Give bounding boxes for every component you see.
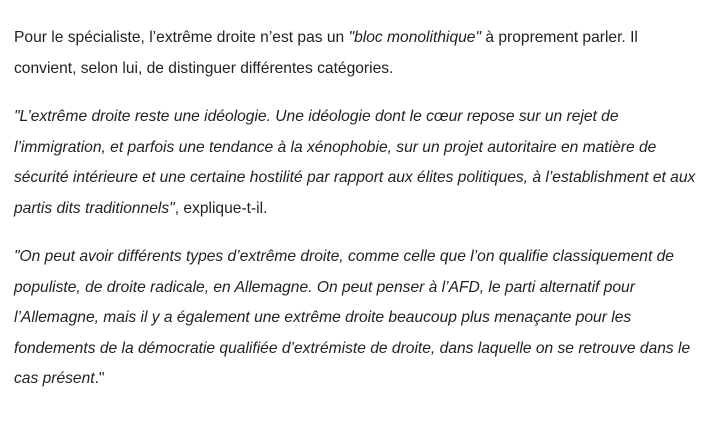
paragraph-quote-types [14,242,704,395]
paragraph-intro-emphasis: "bloc monolithique" [348,29,482,46]
quote-types: "On peut avoir différents types d’extrême droite, comme celle que l’on qualifie classiquement de populiste, de droite radicale, en Allemagne. On peut penser à l’AFD, le parti alternatif pour l’Allemagne, mais il y a également une extrême droite beaucoup plus menaçante pour les fondements de la démocratie qualifiée d’extrémiste de droite, dans laquelle on se retrouve dans le cas présent [14,248,691,387]
paragraph-intro-text: Pour le spécialiste, l’extrême droite n’est pas un [14,29,349,46]
quote-attribution: , explique-t-il. [174,199,268,217]
quote-ideology: "L’extrême droite reste une idéologie. Une idéologie dont le cœur repose sur un rejet de l’immigration, et parfois une tendance à la xénophobie, sur un projet autoritaire en matière de sécurité intérieure et une certaine hostilité par rapport aux élites politiques, à l’establishment et aux partis dits traditionnels" [14,108,696,217]
paragraph-intro-text-end: à proprement parler. Il convient, selon lui, de distinguer différentes catégories. [14,29,638,77]
paragraph-intro [14,23,704,84]
paragraph-quote-ideology [14,102,704,224]
quote-types-closing: ." [94,370,105,387]
